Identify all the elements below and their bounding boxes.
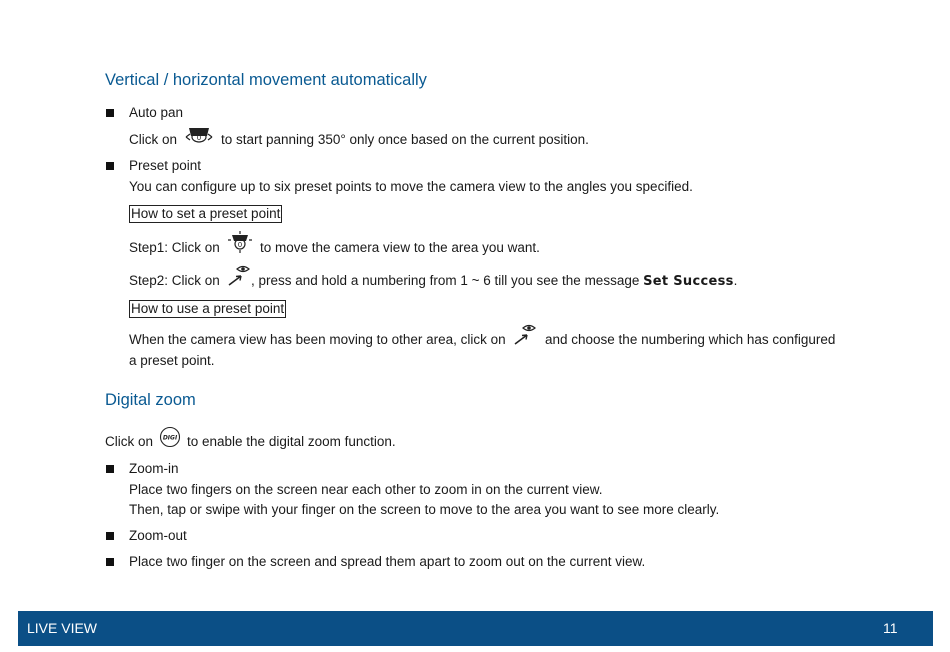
zoom-out-title: Zoom-out [129,528,187,543]
preset-point-title: Preset point [129,158,202,173]
section-heading-movement: Vertical / horizontal movement automatically [105,71,427,89]
digital-zoom-click-on: Click on [105,434,154,449]
bullet-zoom-out-desc [106,558,114,566]
auto-pan-title: Auto pan [129,105,184,120]
bullet-zoom-out [106,532,114,540]
svg-text:0: 0 [237,241,243,249]
how-to-use-preset-label: How to use a preset point [131,301,285,316]
page-footer [18,611,933,646]
step2-desc-text: , press and hold a numbering from 1 ~ 6 till you see the message [251,273,640,288]
step1-text: Step1: Click on [129,240,220,255]
zoom-in-line1: Place two fingers on the screen near each other to zoom in on the current view. [129,482,603,497]
use-preset-line1-desc: and choose the numbering which has configured [545,332,836,347]
use-preset-line1-text: When the camera view has been moving to other area, click on [129,332,506,347]
step2-period: . [733,273,738,288]
use-preset-line2: a preset point. [129,353,215,368]
bullet-zoom-in [106,465,114,473]
footer-section-name: LIVE VIEW [27,620,98,636]
step1-desc: to move the camera view to the area you want. [260,240,540,255]
footer-page-number: 11 [883,620,898,636]
section-heading-digital-zoom: Digital zoom [105,391,196,409]
digital-zoom-desc: to enable the digital zoom function. [187,434,396,449]
digi-zoom-icon [159,426,181,448]
preset-eye-icon [512,323,538,347]
set-success-message: Set Success [643,274,734,289]
preset-eye-icon [226,264,252,288]
how-to-set-preset-label: How to set a preset point [131,206,281,221]
auto-pan-desc: to start panning 350° only once based on the current position. [221,132,589,147]
bullet-auto-pan [106,109,114,117]
step2-text: Step2: Click on [129,273,220,288]
step2-desc [251,273,737,289]
preset-point-desc: You can configure up to six preset points to move the camera view to the angles you specified. [129,179,693,194]
auto-pan-click-on: Click on [129,132,178,147]
zoom-out-line1: Place two finger on the screen and spread them apart to zoom out on the current view. [129,554,646,569]
move-camera-icon [226,230,254,254]
bullet-preset-point [106,162,114,170]
auto-pan-icon [183,126,215,146]
zoom-in-line2: Then, tap or swipe with your finger on the screen to move to the area you want to see more clearly. [129,502,720,517]
svg-text:0: 0 [196,134,202,142]
zoom-in-title: Zoom-in [129,461,179,476]
digi-icon-label: DIGI [162,434,178,442]
